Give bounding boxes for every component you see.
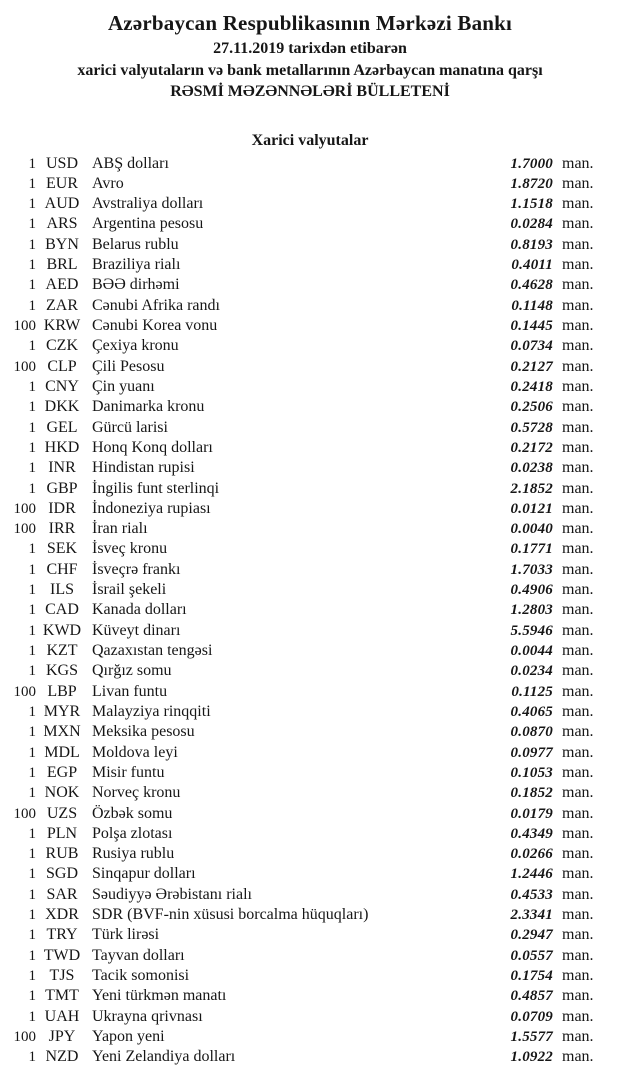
row-unit-label: man. — [562, 296, 594, 314]
row-rate-value: 0.0044 — [510, 643, 553, 659]
row-quantity: 1 — [28, 338, 36, 355]
rate-row — [0, 1027, 620, 1047]
row-rate-value: 0.0179 — [510, 805, 553, 822]
rate-row — [0, 1007, 620, 1027]
row-unit-label: man. — [562, 682, 594, 700]
row-rate-value: 0.4906 — [510, 582, 553, 599]
rate-row — [0, 397, 620, 417]
row-unit-label: man. — [562, 987, 594, 1005]
rate-row — [0, 357, 620, 377]
rate-row — [0, 418, 620, 438]
rate-row — [0, 539, 620, 559]
row-currency-code: CZK — [46, 337, 78, 355]
rate-row — [0, 336, 620, 356]
row-rate-value: 0.0121 — [510, 500, 553, 517]
row-quantity: 1 — [28, 744, 36, 761]
row-unit-label: man. — [562, 845, 594, 863]
row-quantity: 1 — [28, 703, 36, 720]
row-currency-code: JPY — [48, 1027, 76, 1045]
row-currency-name: İsveç kronu — [92, 540, 168, 558]
row-currency-code: HKD — [44, 438, 80, 456]
row-rate-value: 1.2803 — [510, 602, 553, 619]
row-currency-code: GEL — [46, 418, 78, 436]
row-currency-name: Səudiyyə Ərəbistanı rialı — [92, 885, 252, 903]
row-currency-code: KRW — [43, 317, 81, 334]
row-unit-label: man. — [562, 174, 594, 192]
row-quantity: 1 — [28, 886, 36, 903]
row-quantity: 1 — [28, 155, 36, 172]
row-rate-value: 0.0266 — [510, 846, 553, 863]
row-currency-name: Özbək somu — [92, 804, 173, 822]
row-quantity: 1 — [28, 947, 36, 964]
rate-row — [0, 641, 620, 661]
row-currency-code: LBP — [47, 682, 77, 700]
row-rate-value: 0.4065 — [510, 703, 553, 720]
row-rate-value: 0.0238 — [510, 460, 553, 477]
row-currency-code: CNY — [45, 377, 79, 395]
row-quantity: 1 — [28, 1049, 36, 1066]
row-quantity: 1 — [28, 480, 36, 497]
rate-row — [0, 275, 620, 295]
row-rate-value: 2.3341 — [510, 907, 553, 924]
bulletin-title-line: RƏSMİ MƏZƏNNƏLƏRİ BÜLLETENİ — [170, 83, 450, 100]
rate-row — [0, 966, 620, 986]
row-unit-label: man. — [562, 865, 594, 883]
row-unit-label: man. — [562, 540, 594, 558]
row-unit-label: man. — [562, 256, 594, 274]
row-currency-name: İsrail şekeli — [92, 581, 167, 599]
rate-row — [0, 154, 620, 174]
row-currency-name: İran rialı — [92, 520, 148, 538]
row-currency-code: AED — [45, 276, 79, 294]
exchange-rates-table — [0, 154, 620, 1068]
row-rate-value: 1.1518 — [510, 196, 553, 213]
row-currency-code: TMT — [45, 987, 79, 1005]
row-currency-name: Danimarka kronu — [92, 398, 205, 416]
row-currency-name: Argentina pesosu — [92, 215, 204, 233]
row-currency-code: MDL — [44, 743, 80, 761]
row-currency-name: İsveçrə frankı — [92, 560, 181, 578]
row-unit-label: man. — [562, 459, 594, 477]
row-currency-code: NZD — [45, 1048, 79, 1066]
row-currency-name: Yapon yeni — [92, 1027, 165, 1045]
row-rate-value: 0.2172 — [510, 439, 553, 456]
rate-row — [0, 1047, 620, 1067]
row-quantity: 100 — [13, 805, 36, 822]
row-unit-label: man. — [562, 377, 594, 395]
rate-row — [0, 214, 620, 234]
row-quantity: 1 — [28, 399, 36, 416]
row-currency-code: NOK — [44, 784, 80, 802]
row-currency-code: USD — [45, 154, 78, 172]
row-unit-label: man. — [562, 824, 594, 842]
row-rate-value: 0.0709 — [510, 1008, 553, 1025]
row-currency-name: Çin yuanı — [92, 377, 155, 395]
row-rate-value: 0.4011 — [511, 257, 553, 274]
row-rate-value: 0.0870 — [510, 724, 553, 741]
row-currency-code: EUR — [46, 174, 78, 192]
row-currency-code: MXN — [43, 723, 81, 741]
row-unit-label: man. — [562, 621, 594, 639]
row-currency-name: Qazaxıstan tengəsi — [92, 642, 213, 659]
row-currency-name: Çexiya kronu — [92, 337, 179, 355]
row-rate-value: 0.1148 — [511, 297, 553, 314]
row-unit-label: man. — [562, 235, 594, 253]
rate-row — [0, 499, 620, 519]
row-currency-name: İndoneziya rupiası — [92, 499, 211, 517]
rate-row — [0, 925, 620, 945]
subject-line: xarici valyutaların və bank metallarının Azərbaycan manatına qarşı — [77, 61, 543, 79]
row-unit-label: man. — [562, 215, 594, 233]
row-unit-label: man. — [562, 154, 594, 172]
row-quantity: 1 — [28, 907, 36, 924]
row-unit-label: man. — [562, 723, 594, 741]
row-rate-value: 1.7000 — [510, 155, 553, 172]
row-quantity: 1 — [28, 988, 36, 1005]
row-quantity: 1 — [28, 561, 36, 578]
row-currency-name: Küveyt dinarı — [92, 621, 181, 639]
row-rate-value: 0.5728 — [510, 419, 553, 436]
row-rate-value: 0.1771 — [510, 541, 553, 558]
row-unit-label: man. — [562, 1048, 594, 1066]
row-currency-code: ILS — [50, 581, 74, 599]
row-currency-code: XDR — [45, 906, 79, 924]
rate-row — [0, 844, 620, 864]
row-quantity: 1 — [28, 175, 36, 192]
bank-title: Azərbaycan Respublikasının Mərkəzi Bankı — [107, 11, 513, 35]
row-currency-name: Belarus rublu — [92, 235, 179, 253]
row-currency-name: Polşa zlotası — [92, 824, 173, 842]
rate-row — [0, 580, 620, 600]
row-currency-name: Yeni türkmən manatı — [92, 987, 227, 1005]
row-currency-name: Braziliya rialı — [92, 256, 181, 274]
row-quantity: 1 — [28, 277, 36, 294]
row-unit-label: man. — [562, 276, 594, 294]
row-unit-label: man. — [562, 743, 594, 761]
rate-row — [0, 864, 620, 884]
row-currency-code: GBP — [46, 479, 78, 497]
row-currency-name: İngilis funt sterlinqi — [92, 479, 220, 497]
row-quantity: 1 — [28, 968, 36, 984]
row-currency-name: Türk lirəsi — [92, 926, 160, 944]
row-rate-value: 0.2127 — [510, 358, 553, 375]
row-quantity: 1 — [28, 927, 36, 944]
row-currency-code: BRL — [46, 256, 78, 274]
row-quantity: 1 — [28, 825, 36, 842]
row-rate-value: 0.0040 — [510, 521, 553, 538]
row-currency-code: KZT — [46, 642, 78, 659]
row-rate-value: 0.2506 — [510, 399, 553, 416]
row-rate-value: 0.1852 — [510, 785, 553, 802]
rate-row — [0, 682, 620, 702]
row-currency-code: ZAR — [46, 296, 78, 314]
row-currency-code: TWD — [43, 946, 81, 964]
row-currency-name: Tayvan dolları — [92, 946, 185, 964]
rate-row — [0, 804, 620, 824]
row-rate-value: 0.0977 — [510, 744, 553, 761]
row-quantity: 1 — [28, 541, 36, 558]
row-currency-name: Rusiya rublu — [92, 845, 175, 863]
row-quantity: 1 — [28, 785, 36, 802]
row-currency-name: Malayziya rinqqiti — [92, 702, 211, 720]
rate-row — [0, 560, 620, 580]
row-unit-label: man. — [562, 926, 594, 944]
row-currency-code: SAR — [46, 885, 78, 903]
rate-row — [0, 722, 620, 742]
row-rate-value: 1.2446 — [510, 866, 553, 883]
row-currency-name: Livan funtu — [92, 682, 168, 700]
row-currency-name: ABŞ dolları — [92, 154, 169, 172]
row-quantity: 1 — [28, 196, 36, 213]
row-rate-value: 0.4857 — [510, 988, 553, 1005]
row-currency-code: CLP — [47, 357, 77, 375]
row-rate-value: 0.0734 — [510, 338, 553, 355]
row-unit-label: man. — [562, 581, 594, 599]
row-currency-code: AUD — [44, 195, 80, 213]
rate-row — [0, 458, 620, 478]
rate-row — [0, 235, 620, 255]
row-rate-value: 2.1852 — [510, 480, 553, 497]
row-unit-label: man. — [562, 784, 594, 802]
row-unit-label: man. — [562, 195, 594, 213]
row-unit-label: man. — [562, 560, 594, 578]
row-currency-code: TJS — [49, 967, 75, 984]
row-quantity: 1 — [28, 297, 36, 314]
row-quantity: 1 — [28, 439, 36, 456]
row-currency-name: Gürcü larisi — [92, 418, 168, 436]
row-currency-name: Moldova leyi — [92, 743, 178, 761]
row-rate-value: 0.4628 — [510, 277, 553, 294]
row-quantity: 1 — [28, 643, 36, 659]
row-rate-value: 0.2947 — [510, 927, 553, 944]
row-unit-label: man. — [562, 418, 594, 436]
rate-row — [0, 763, 620, 783]
row-unit-label: man. — [562, 317, 594, 334]
section-title-foreign-currencies: Xarici valyutalar — [251, 131, 369, 149]
row-rate-value: 0.8193 — [510, 236, 553, 253]
row-unit-label: man. — [562, 702, 594, 720]
row-unit-label: man. — [562, 1027, 594, 1045]
row-currency-code: MYR — [43, 702, 81, 720]
row-quantity: 1 — [28, 846, 36, 863]
row-currency-name: Tacik somonisi — [92, 967, 190, 984]
row-quantity: 100 — [13, 318, 36, 334]
row-rate-value: 0.0284 — [510, 216, 553, 233]
rate-row — [0, 743, 620, 763]
row-unit-label: man. — [562, 499, 594, 517]
row-quantity: 1 — [28, 236, 36, 253]
row-unit-label: man. — [562, 662, 594, 680]
rate-row — [0, 479, 620, 499]
row-currency-name: Ukrayna qrivnası — [92, 1007, 203, 1025]
row-currency-name: Avro — [92, 174, 124, 192]
row-unit-label: man. — [562, 479, 594, 497]
row-unit-label: man. — [562, 967, 594, 984]
rate-row — [0, 600, 620, 620]
row-quantity: 1 — [28, 582, 36, 599]
row-quantity: 1 — [28, 764, 36, 781]
row-unit-label: man. — [562, 398, 594, 416]
row-currency-name: BƏƏ dirhəmi — [92, 276, 180, 294]
row-unit-label: man. — [562, 804, 594, 822]
row-currency-name: Çili Pesosu — [92, 357, 165, 375]
row-currency-name: Yeni Zelandiya dolları — [92, 1048, 236, 1066]
row-rate-value: 0.1754 — [510, 968, 553, 984]
row-quantity: 100 — [13, 1028, 36, 1045]
rate-row — [0, 986, 620, 1006]
row-quantity: 1 — [28, 257, 36, 274]
row-unit-label: man. — [562, 1007, 594, 1025]
row-unit-label: man. — [562, 642, 594, 659]
effective-date-line: 27.11.2019 tarixdən etibarən — [213, 40, 407, 57]
row-currency-code: CHF — [46, 560, 78, 578]
rate-row — [0, 316, 620, 336]
row-unit-label: man. — [562, 337, 594, 355]
row-currency-code: SEK — [46, 540, 78, 558]
row-currency-code: DKK — [44, 398, 80, 416]
row-rate-value: 0.2418 — [510, 378, 553, 395]
row-quantity: 1 — [28, 663, 36, 680]
row-currency-code: EGP — [46, 763, 78, 781]
rate-row — [0, 194, 620, 214]
row-currency-code: RUB — [45, 845, 79, 863]
row-currency-name: Meksika pesosu — [92, 723, 195, 741]
row-currency-code: INR — [48, 459, 76, 477]
row-quantity: 1 — [28, 866, 36, 883]
row-quantity: 1 — [28, 419, 36, 436]
row-rate-value: 0.1445 — [510, 318, 553, 334]
rate-row — [0, 621, 620, 641]
row-quantity: 100 — [13, 683, 36, 700]
row-rate-value: 0.0234 — [510, 663, 553, 680]
row-currency-name: Qırğız somu — [92, 662, 172, 680]
row-currency-code: UZS — [46, 804, 78, 822]
row-currency-name: Honq Konq dolları — [92, 438, 213, 456]
row-rate-value: 0.4349 — [510, 825, 553, 842]
rate-row — [0, 296, 620, 316]
row-currency-name: Cənubi Afrika randı — [92, 296, 220, 314]
row-unit-label: man. — [562, 438, 594, 456]
row-quantity: 1 — [28, 724, 36, 741]
rate-row — [0, 905, 620, 925]
rate-row — [0, 438, 620, 458]
row-currency-name: Misir funtu — [92, 763, 165, 781]
row-unit-label: man. — [562, 357, 594, 375]
row-rate-value: 1.0922 — [510, 1049, 553, 1066]
row-currency-name: SDR (BVF-nin xüsusi borcalma hüquqları) — [92, 906, 369, 924]
row-rate-value: 1.7033 — [510, 561, 553, 578]
row-quantity: 1 — [28, 460, 36, 477]
row-rate-value: 0.1053 — [510, 764, 553, 781]
row-currency-code: KWD — [42, 621, 82, 639]
row-unit-label: man. — [562, 906, 594, 924]
row-currency-code: SGD — [45, 865, 78, 883]
rate-row — [0, 377, 620, 397]
row-currency-code: CAD — [45, 601, 79, 619]
rate-row — [0, 946, 620, 966]
row-quantity: 100 — [13, 521, 36, 538]
row-currency-name: Norveç kronu — [92, 784, 181, 802]
row-currency-name: Hindistan rupisi — [92, 459, 195, 477]
row-rate-value: 1.8720 — [510, 175, 553, 192]
row-rate-value: 0.0557 — [510, 947, 553, 964]
row-currency-code: KGS — [45, 662, 78, 680]
rate-row — [0, 174, 620, 194]
row-currency-code: BYN — [45, 235, 79, 253]
row-quantity: 1 — [28, 378, 36, 395]
row-currency-name: Kanada dolları — [92, 601, 187, 619]
rate-row — [0, 824, 620, 844]
row-quantity: 1 — [28, 602, 36, 619]
row-quantity: 100 — [13, 358, 36, 375]
row-unit-label: man. — [562, 885, 594, 903]
row-quantity: 1 — [28, 216, 36, 233]
rate-row — [0, 702, 620, 722]
row-unit-label: man. — [562, 763, 594, 781]
rate-row — [0, 783, 620, 803]
row-unit-label: man. — [562, 520, 594, 538]
row-rate-value: 5.5946 — [510, 622, 553, 639]
row-currency-code: IDR — [48, 499, 76, 517]
row-quantity: 1 — [28, 1008, 36, 1025]
rate-row — [0, 255, 620, 275]
row-currency-name: Cənubi Korea vonu — [92, 317, 218, 334]
row-rate-value: 0.1125 — [511, 683, 553, 700]
row-quantity: 100 — [13, 500, 36, 517]
rate-row — [0, 519, 620, 539]
row-currency-name: Sinqapur dolları — [92, 865, 196, 883]
row-unit-label: man. — [562, 946, 594, 964]
row-rate-value: 1.5577 — [510, 1028, 553, 1045]
row-currency-code: UAH — [44, 1007, 80, 1025]
row-unit-label: man. — [562, 601, 594, 619]
row-quantity: 1 — [28, 622, 36, 639]
rate-row — [0, 885, 620, 905]
row-currency-code: IRR — [48, 520, 76, 538]
row-currency-code: TRY — [46, 926, 78, 944]
row-currency-code: ARS — [46, 215, 78, 233]
row-rate-value: 0.4533 — [510, 886, 553, 903]
row-currency-code: PLN — [46, 824, 78, 842]
rate-row — [0, 661, 620, 681]
row-currency-name: Avstraliya dolları — [92, 195, 204, 213]
